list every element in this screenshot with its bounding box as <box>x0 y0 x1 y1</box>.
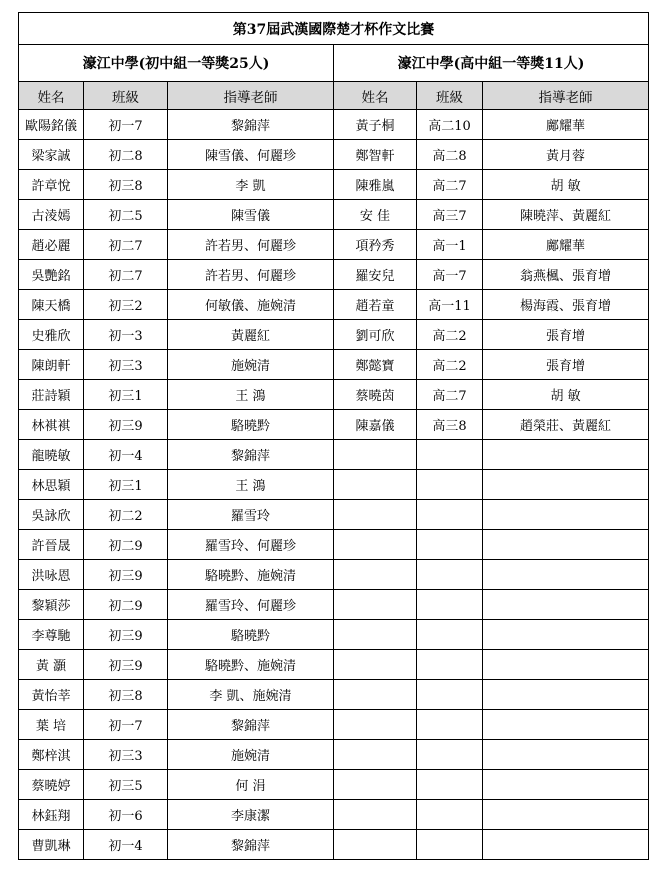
senior-header-class: 班級 <box>417 82 483 110</box>
junior-class-cell: 初三8 <box>84 170 168 200</box>
senior-class-cell: 高二7 <box>417 380 483 410</box>
senior-teacher-cell <box>483 440 649 470</box>
senior-teacher-cell: 鄺耀華 <box>483 230 649 260</box>
senior-name-cell: 蔡曉茵 <box>334 380 417 410</box>
junior-class-cell: 初三8 <box>84 680 168 710</box>
junior-teacher-cell: 羅雪玲、何麗珍 <box>168 530 334 560</box>
junior-name-cell: 葉 培 <box>19 710 84 740</box>
junior-class-cell: 初三9 <box>84 650 168 680</box>
junior-name-cell: 吳艷銘 <box>19 260 84 290</box>
senior-name-cell: 鄭懿寶 <box>334 350 417 380</box>
senior-name-cell <box>334 650 417 680</box>
senior-teacher-cell: 胡 敏 <box>483 170 649 200</box>
senior-class-cell <box>417 800 483 830</box>
junior-teacher-cell: 黎錦萍 <box>168 830 334 860</box>
senior-class-cell <box>417 650 483 680</box>
senior-name-cell <box>334 440 417 470</box>
senior-name-cell: 陳雅嵐 <box>334 170 417 200</box>
senior-name-cell <box>334 530 417 560</box>
senior-teacher-cell: 陳曉萍、黃麗紅 <box>483 200 649 230</box>
table-row <box>19 710 649 740</box>
table-row <box>19 470 649 500</box>
senior-name-cell: 劉可欣 <box>334 320 417 350</box>
junior-name-cell: 莊詩穎 <box>19 380 84 410</box>
table-row <box>19 650 649 680</box>
senior-class-cell: 高二8 <box>417 140 483 170</box>
junior-name-cell: 吳詠欣 <box>19 500 84 530</box>
junior-class-cell: 初二9 <box>84 590 168 620</box>
table-row <box>19 260 649 290</box>
junior-name-cell: 林褀褀 <box>19 410 84 440</box>
senior-teacher-cell: 黃月蓉 <box>483 140 649 170</box>
junior-teacher-cell: 許若男、何麗珍 <box>168 230 334 260</box>
junior-teacher-cell: 羅雪玲、何麗珍 <box>168 590 334 620</box>
senior-class-cell: 高三7 <box>417 200 483 230</box>
senior-class-cell <box>417 500 483 530</box>
junior-class-cell: 初三2 <box>84 290 168 320</box>
junior-teacher-cell: 駱曉黔 <box>168 620 334 650</box>
junior-teacher-cell: 施婉清 <box>168 350 334 380</box>
junior-name-cell: 黃 灝 <box>19 650 84 680</box>
senior-name-cell: 安 佳 <box>334 200 417 230</box>
table-row <box>19 620 649 650</box>
senior-name-cell <box>334 470 417 500</box>
table-row <box>19 440 649 470</box>
junior-name-cell: 黃怡莘 <box>19 680 84 710</box>
junior-teacher-cell: 許若男、何麗珍 <box>168 260 334 290</box>
junior-class-cell: 初三1 <box>84 470 168 500</box>
senior-class-cell: 高二10 <box>417 110 483 140</box>
junior-class-cell: 初一7 <box>84 110 168 140</box>
junior-teacher-cell: 陳雪儀 <box>168 200 334 230</box>
junior-teacher-cell: 黎錦萍 <box>168 440 334 470</box>
senior-teacher-cell <box>483 470 649 500</box>
senior-class-cell <box>417 590 483 620</box>
junior-name-cell: 鄭梓淇 <box>19 740 84 770</box>
junior-class-cell: 初一3 <box>84 320 168 350</box>
junior-class-cell: 初一7 <box>84 710 168 740</box>
senior-class-cell <box>417 830 483 860</box>
table-row <box>19 770 649 800</box>
junior-name-cell: 黎穎莎 <box>19 590 84 620</box>
junior-teacher-cell: 駱曉黔、施婉清 <box>168 650 334 680</box>
senior-teacher-cell: 鄺耀華 <box>483 110 649 140</box>
junior-class-cell: 初二8 <box>84 140 168 170</box>
senior-teacher-cell: 張育增 <box>483 350 649 380</box>
senior-class-cell: 高一7 <box>417 260 483 290</box>
junior-class-cell: 初三3 <box>84 740 168 770</box>
junior-name-cell: 蔡曉婷 <box>19 770 84 800</box>
senior-teacher-cell <box>483 530 649 560</box>
table-row <box>19 140 649 170</box>
senior-name-cell: 羅安兒 <box>334 260 417 290</box>
junior-teacher-cell: 何敏儀、施婉清 <box>168 290 334 320</box>
junior-class-cell: 初三5 <box>84 770 168 800</box>
junior-name-cell: 龍曉敏 <box>19 440 84 470</box>
table-row <box>19 590 649 620</box>
junior-class-cell: 初三1 <box>84 380 168 410</box>
junior-name-cell: 史雅欣 <box>19 320 84 350</box>
table-row <box>19 320 649 350</box>
senior-class-cell: 高二7 <box>417 170 483 200</box>
junior-teacher-cell: 羅雪玲 <box>168 500 334 530</box>
junior-class-cell: 初二7 <box>84 260 168 290</box>
junior-class-cell: 初一4 <box>84 830 168 860</box>
junior-teacher-cell: 王 鴻 <box>168 380 334 410</box>
junior-class-cell: 初一4 <box>84 440 168 470</box>
senior-class-cell: 高一1 <box>417 230 483 260</box>
senior-name-cell <box>334 710 417 740</box>
senior-class-cell <box>417 440 483 470</box>
senior-class-cell <box>417 560 483 590</box>
junior-name-cell: 林思穎 <box>19 470 84 500</box>
senior-class-cell <box>417 620 483 650</box>
table-row <box>19 380 649 410</box>
senior-name-cell: 鄭智軒 <box>334 140 417 170</box>
document-title: 第37屆武漢國際楚才杯作文比賽 <box>19 13 649 45</box>
senior-class-cell <box>417 740 483 770</box>
junior-name-cell: 洪咏恩 <box>19 560 84 590</box>
senior-class-cell: 高三8 <box>417 410 483 440</box>
senior-name-cell <box>334 770 417 800</box>
senior-teacher-cell <box>483 800 649 830</box>
junior-class-cell: 初三9 <box>84 560 168 590</box>
senior-teacher-cell <box>483 770 649 800</box>
senior-teacher-cell <box>483 500 649 530</box>
table-row <box>19 530 649 560</box>
table-row <box>19 680 649 710</box>
senior-teacher-cell: 楊海霞、張育增 <box>483 290 649 320</box>
senior-name-cell <box>334 740 417 770</box>
senior-teacher-cell: 趙榮莊、黃麗紅 <box>483 410 649 440</box>
junior-teacher-cell: 李康潔 <box>168 800 334 830</box>
junior-class-cell: 初三9 <box>84 410 168 440</box>
junior-class-cell: 初二7 <box>84 230 168 260</box>
junior-teacher-cell: 駱曉黔 <box>168 410 334 440</box>
junior-teacher-cell: 黃麗紅 <box>168 320 334 350</box>
junior-name-cell: 許章悅 <box>19 170 84 200</box>
column-header-row <box>19 82 649 110</box>
junior-teacher-cell: 李 凱 <box>168 170 334 200</box>
table-row <box>19 200 649 230</box>
junior-name-cell: 曹凱琳 <box>19 830 84 860</box>
table-row <box>19 560 649 590</box>
senior-teacher-cell <box>483 650 649 680</box>
junior-name-cell: 林鈺翔 <box>19 800 84 830</box>
senior-header-teacher: 指導老師 <box>483 82 649 110</box>
junior-header-teacher: 指導老師 <box>168 82 334 110</box>
senior-class-cell: 高二2 <box>417 320 483 350</box>
senior-section-heading: 濠江中學(高中組一等獎11人) <box>334 45 649 82</box>
senior-class-cell <box>417 770 483 800</box>
junior-class-cell: 初三9 <box>84 620 168 650</box>
senior-name-cell: 黃子桐 <box>334 110 417 140</box>
junior-class-cell: 初二2 <box>84 500 168 530</box>
junior-name-cell: 趙必麗 <box>19 230 84 260</box>
junior-teacher-cell: 李 凱、施婉清 <box>168 680 334 710</box>
senior-class-cell <box>417 470 483 500</box>
junior-class-cell: 初三3 <box>84 350 168 380</box>
junior-teacher-cell: 施婉清 <box>168 740 334 770</box>
table-row <box>19 350 649 380</box>
senior-name-cell <box>334 590 417 620</box>
junior-teacher-cell: 駱曉黔、施婉清 <box>168 560 334 590</box>
senior-name-cell <box>334 620 417 650</box>
senior-class-cell: 高一11 <box>417 290 483 320</box>
junior-name-cell: 陳天橋 <box>19 290 84 320</box>
junior-class-cell: 初二5 <box>84 200 168 230</box>
junior-class-cell: 初二9 <box>84 530 168 560</box>
senior-class-cell <box>417 680 483 710</box>
senior-name-cell: 項矜秀 <box>334 230 417 260</box>
senior-name-cell <box>334 800 417 830</box>
award-table <box>18 12 649 860</box>
junior-name-cell: 梁家誠 <box>19 140 84 170</box>
senior-name-cell <box>334 500 417 530</box>
junior-teacher-cell: 黎錦萍 <box>168 710 334 740</box>
junior-teacher-cell: 王 鴻 <box>168 470 334 500</box>
senior-teacher-cell <box>483 830 649 860</box>
senior-name-cell <box>334 560 417 590</box>
senior-header-name: 姓名 <box>334 82 417 110</box>
senior-teacher-cell: 張育增 <box>483 320 649 350</box>
table-row <box>19 800 649 830</box>
junior-name-cell: 歐陽銘儀 <box>19 110 84 140</box>
senior-teacher-cell <box>483 560 649 590</box>
senior-class-cell <box>417 710 483 740</box>
junior-section-heading: 濠江中學(初中組一等獎25人) <box>19 45 334 82</box>
senior-name-cell: 趙若童 <box>334 290 417 320</box>
senior-teacher-cell <box>483 710 649 740</box>
table-row <box>19 290 649 320</box>
junior-name-cell: 古淩嫣 <box>19 200 84 230</box>
table-row <box>19 170 649 200</box>
senior-name-cell <box>334 830 417 860</box>
senior-name-cell <box>334 680 417 710</box>
senior-class-cell: 高二2 <box>417 350 483 380</box>
table-row <box>19 500 649 530</box>
table-row <box>19 110 649 140</box>
junior-header-class: 班級 <box>84 82 168 110</box>
table-row <box>19 830 649 860</box>
senior-class-cell <box>417 530 483 560</box>
junior-class-cell: 初一6 <box>84 800 168 830</box>
junior-name-cell: 李尊馳 <box>19 620 84 650</box>
senior-teacher-cell <box>483 740 649 770</box>
junior-name-cell: 陳朗軒 <box>19 350 84 380</box>
table-row <box>19 230 649 260</box>
junior-teacher-cell: 黎錦萍 <box>168 110 334 140</box>
table-row <box>19 410 649 440</box>
section-heading-row <box>19 45 649 82</box>
junior-header-name: 姓名 <box>19 82 84 110</box>
junior-name-cell: 許晉晟 <box>19 530 84 560</box>
junior-teacher-cell: 何 涓 <box>168 770 334 800</box>
senior-teacher-cell <box>483 620 649 650</box>
senior-teacher-cell: 胡 敏 <box>483 380 649 410</box>
senior-teacher-cell <box>483 680 649 710</box>
senior-teacher-cell <box>483 590 649 620</box>
junior-teacher-cell: 陳雪儀、何麗珍 <box>168 140 334 170</box>
table-row <box>19 740 649 770</box>
senior-name-cell: 陳嘉儀 <box>334 410 417 440</box>
title-row <box>19 13 649 45</box>
senior-teacher-cell: 翁燕楓、張育增 <box>483 260 649 290</box>
